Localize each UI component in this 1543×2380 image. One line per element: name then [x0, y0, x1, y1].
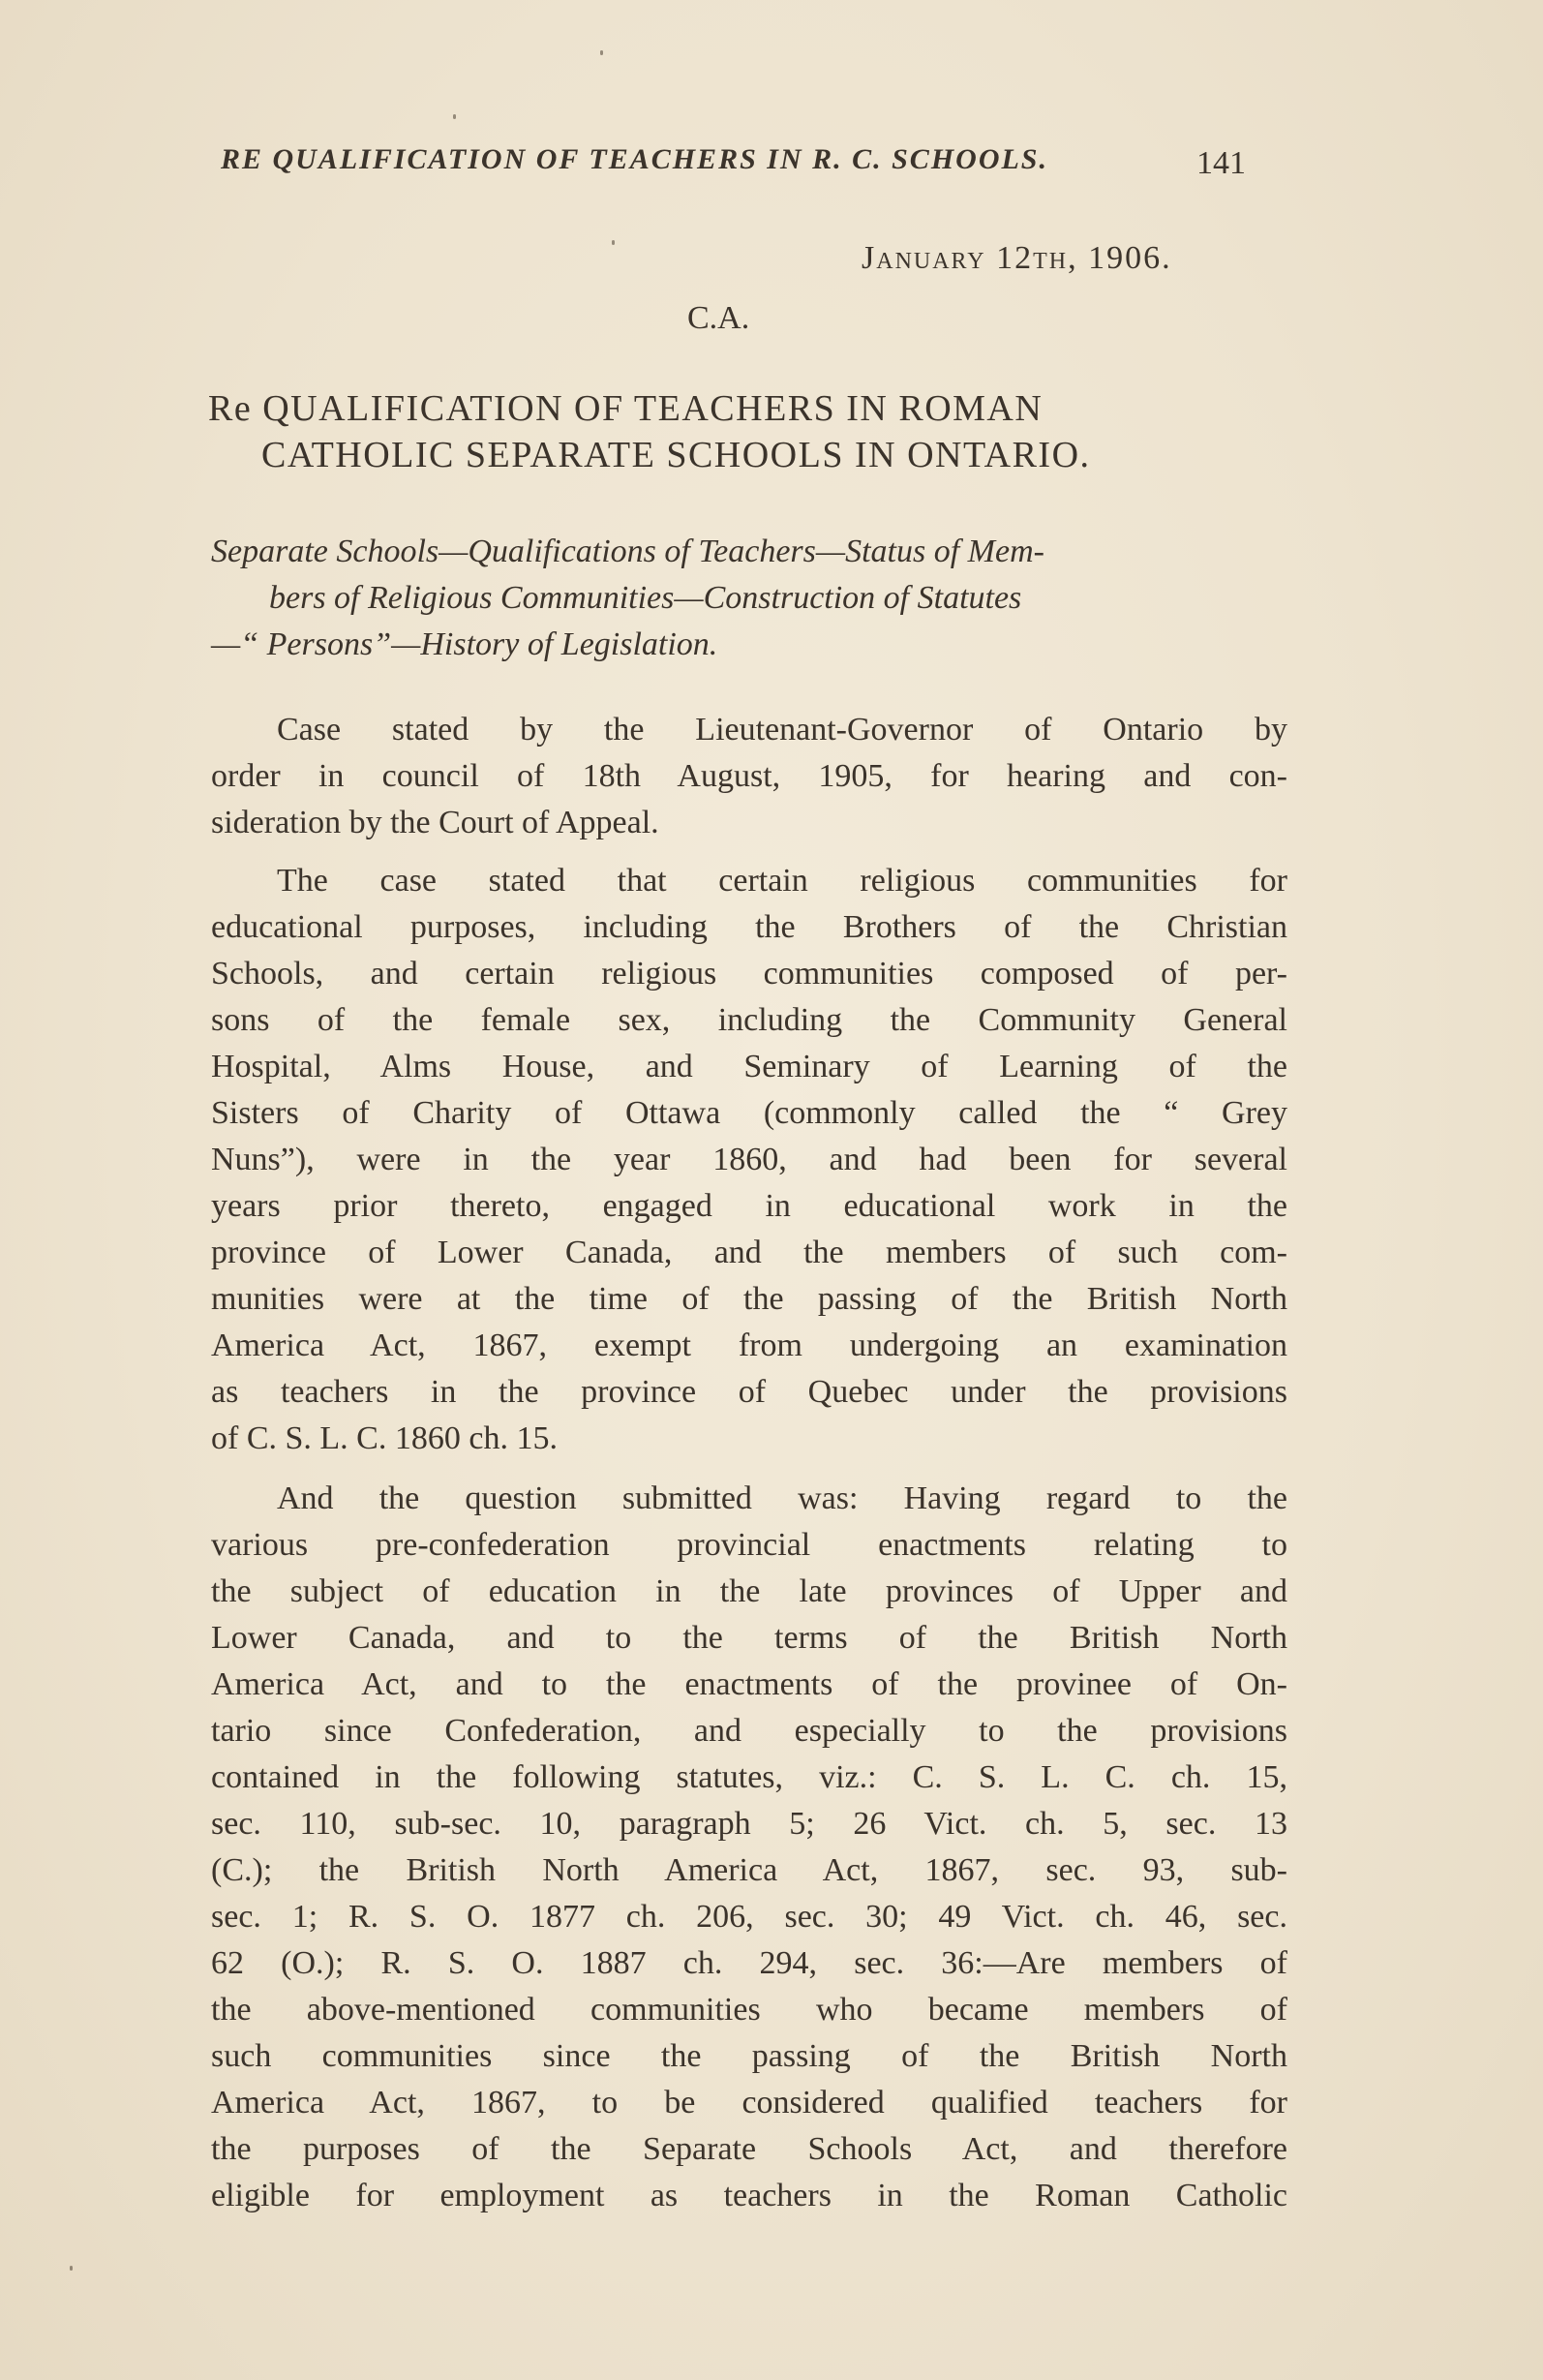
text-line: of C. S. L. C. 1860 ch. 15.	[211, 1420, 558, 1456]
paragraph-facts	[211, 858, 1287, 1462]
text-line: the purposes of the Separate Schools Act, and therefore	[211, 2131, 1287, 2167]
running-head: RE QUALIFICATION OF TEACHERS IN R. C. SCHOOLS.	[221, 143, 1048, 175]
paper-speck	[612, 240, 615, 245]
text-line: 62 (O.); R. S. O. 1887 ch. 294, sec. 36:—Are members of	[211, 1945, 1287, 1981]
paper-speck	[600, 50, 603, 55]
text-line: Hospital, Alms House, and Seminary of Learning of the	[211, 1049, 1287, 1084]
case-title	[208, 385, 1292, 478]
text-line: tario since Confederation, and especially to the provisions	[211, 1713, 1287, 1749]
text-line: various pre-confederation provincial enactments relating to	[211, 1527, 1287, 1563]
text-line: And the question submitted was: Having regard to the	[277, 1480, 1287, 1516]
text-line: Schools, and certain religious communities composed of per-	[211, 956, 1287, 992]
headnote-line: —“ Persons”—History of Legislation.	[211, 626, 718, 662]
headnote-line: Separate Schools—Qualifications of Teachers—Status of Mem-	[211, 534, 1044, 569]
text-line: sons of the female sex, including the Community General	[211, 1002, 1287, 1038]
text-line: Case stated by the Lieutenant-Governor of Ontario by	[277, 712, 1287, 748]
text-line: province of Lower Canada, and the members of such com-	[211, 1235, 1287, 1270]
paragraph-case-stated	[211, 707, 1287, 846]
text-line: the subject of education in the late provinces of Upper and	[211, 1573, 1287, 1609]
text-line: America Act, 1867, to be considered qualified teachers for	[211, 2085, 1287, 2121]
paragraph-question	[211, 1476, 1287, 2219]
text-line: such communities since the passing of the British North	[211, 2038, 1287, 2074]
paper-speck	[453, 114, 456, 119]
text-line: sec. 1; R. S. O. 1877 ch. 206, sec. 30; 49 Vict. ch. 46, sec.	[211, 1899, 1287, 1935]
decision-date: January 12th, 1906.	[862, 240, 1172, 276]
text-line: sec. 110, sub-sec. 10, paragraph 5; 26 Vict. ch. 5, sec. 13	[211, 1806, 1287, 1842]
court-abbreviation: C.A.	[687, 300, 750, 336]
text-line: America Act, and to the enactments of the provinee of On-	[211, 1666, 1287, 1702]
text-line: Nuns”), were in the year 1860, and had been for several	[211, 1142, 1287, 1177]
text-line: years prior thereto, engaged in educational work in the	[211, 1188, 1287, 1224]
text-line: sideration by the Court of Appeal.	[211, 805, 659, 840]
text-line: order in council of 18th August, 1905, for hearing and con-	[211, 758, 1287, 794]
case-title-line-1: Re QUALIFICATION OF TEACHERS IN ROMAN	[208, 388, 1044, 429]
text-line: as teachers in the province of Quebec under the provisions	[211, 1374, 1287, 1410]
headnote-line: bers of Religious Communities—Construction of Statutes	[269, 580, 1022, 616]
text-line: America Act, 1867, exempt from undergoing an examination	[211, 1327, 1287, 1363]
text-line: educational purposes, including the Brothers of the Christian	[211, 909, 1287, 945]
text-line: (C.); the British North America Act, 1867, sec. 93, sub-	[211, 1852, 1287, 1888]
text-line: Sisters of Charity of Ottawa (commonly called the “ Grey	[211, 1095, 1287, 1131]
headnote	[211, 529, 1276, 668]
text-line: contained in the following statutes, viz.: C. S. L. C. ch. 15,	[211, 1759, 1287, 1795]
text-line: Lower Canada, and to the terms of the British North	[211, 1620, 1287, 1656]
text-line: eligible for employment as teachers in the Roman Catholic	[211, 2178, 1287, 2213]
paper-speck	[70, 2266, 73, 2271]
text-line: munities were at the time of the passing of the British North	[211, 1281, 1287, 1317]
case-title-line-2: CATHOLIC SEPARATE SCHOOLS IN ONTARIO.	[261, 435, 1091, 475]
text-line: The case stated that certain religious communities for	[277, 863, 1287, 899]
page-number: 141	[1196, 145, 1246, 181]
text-line: the above-mentioned communities who became members of	[211, 1992, 1287, 2028]
